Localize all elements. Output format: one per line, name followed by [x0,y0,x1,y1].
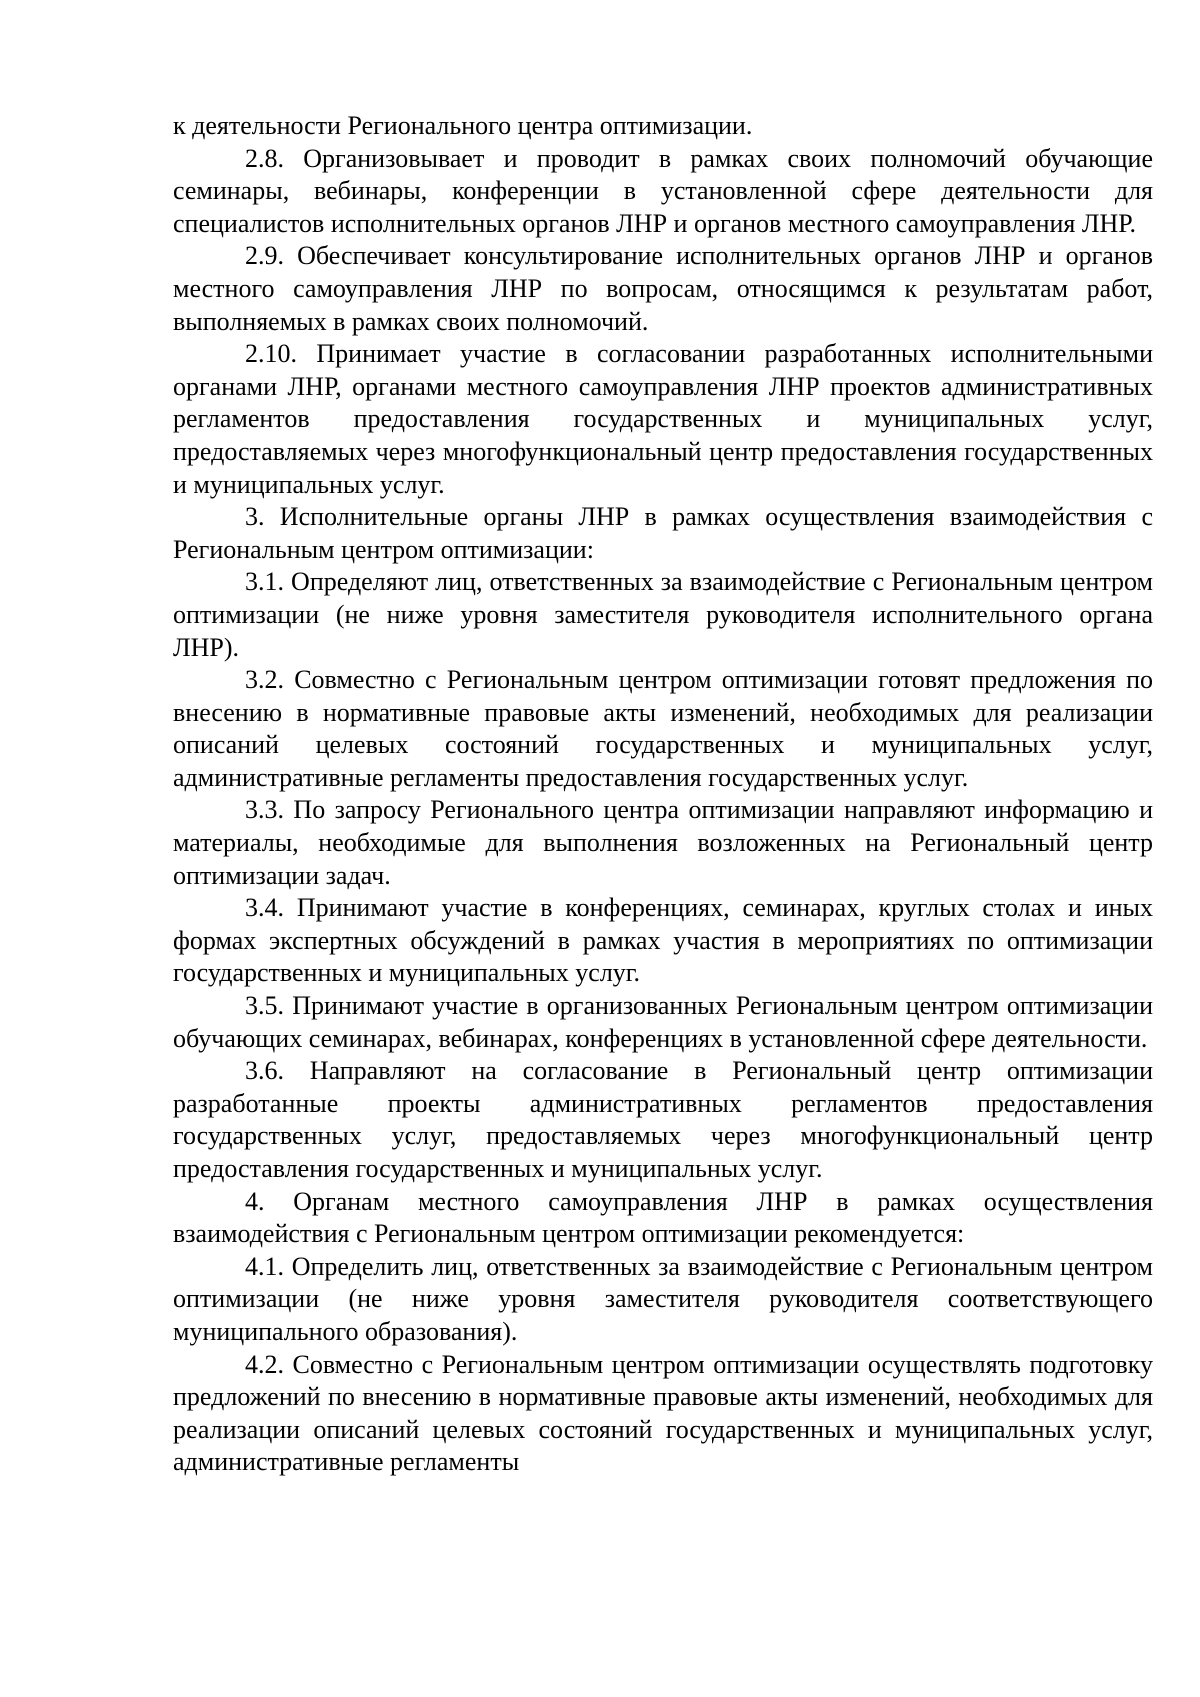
paragraph-2-10: 2.10. Принимает участие в согласовании разработанных исполнительными органами ЛНР, органами местного самоуправления ЛНР проектов административных регламентов предоставления государственных и муниципальных услуг, предоставляемых через многофункциональный центр предоставления государственных и муниципальных услуг. [173,339,1153,499]
paragraph-4-2: 4.2. Совместно с Региональным центром оптимизации осуществлять подготовку предложений по внесению в нормативные правовые акты изменений, необходимых для реализации описаний целевых состояний государственных и муниципальных услуг, административные регламенты [173,1349,1153,1477]
paragraph-3: 3. Исполнительные органы ЛНР в рамках осуществления взаимодействия с Региональным центром оптимизации: [173,502,1153,564]
paragraph-continuation: к деятельности Регионального центра оптимизации. [173,111,753,140]
paragraph-2-8: 2.8. Организовывает и проводит в рамках своих полномочий обучающие семинары, вебинары, конференции в установленной сфере деятельности для специалистов исполнительных органов ЛНР и органов местного самоуправления ЛНР. [173,143,1153,238]
paragraph-3-2: 3.2. Совместно с Региональным центром оптимизации готовят предложения по внесению в нормативные правовые акты изменений, необходимых для реализации описаний целевых состояний государственных и муниципальных услуг, административные регламенты предоставления государственных услуг. [173,665,1153,792]
paragraph-2-9: 2.9. Обеспечивает консультирование исполнительных органов ЛНР и органов местного самоуправления ЛНР по вопросам, относящимся к результатам работ, выполняемых в рамках своих полномочий. [173,241,1153,336]
paragraph-3-6: 3.6. Направляют на согласование в Региональный центр оптимизации разработанные проекты административных регламентов предоставления государственных услуг, предоставляемых через многофункциональный центр предоставления государственных и муниципальных услуг. [173,1056,1153,1183]
paragraph-4-1: 4.1. Определить лиц, ответственных за взаимодействие с Региональным центром оптимизации (не ниже уровня заместителя руководителя соответствующего муниципального образования). [173,1251,1153,1346]
paragraph-3-5: 3.5. Принимают участие в организованных Региональным центром оптимизации обучающих семинарах, вебинарах, конференциях в установленной сфере деятельности. [173,991,1153,1053]
paragraph-4: 4. Органам местного самоуправления ЛНР в рамках осуществления взаимодействия с Региональным центром оптимизации рекомендуется: [173,1186,1153,1249]
paragraph-3-1: 3.1. Определяют лиц, ответственных за взаимодействие с Региональным центром оптимизации (не ниже уровня заместителя руководителя исполнительного органа ЛНР). [173,567,1153,662]
paragraph-3-4: 3.4. Принимают участие в конференциях, семинарах, круглых столах и иных формах экспертных обсуждений в рамках участия в мероприятиях по оптимизации государственных и муниципальных услуг. [173,893,1153,988]
document-page [173,110,1153,1479]
paragraph-3-3: 3.3. По запросу Регионального центра оптимизации направляют информацию и материалы, необходимые для выполнения возложенных на Региональный центр оптимизации задач. [173,795,1153,890]
